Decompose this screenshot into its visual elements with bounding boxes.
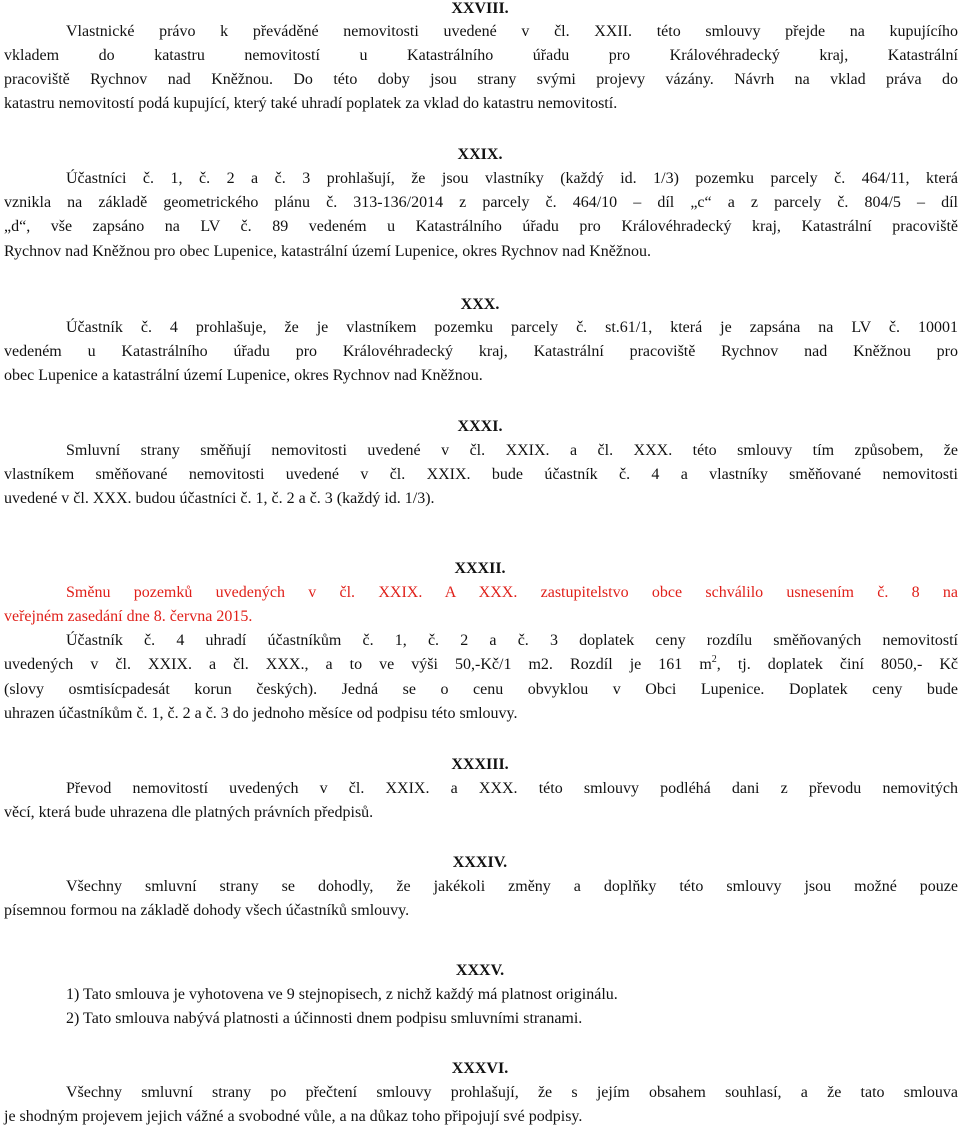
section-heading-xxix: XXIX. <box>457 146 503 163</box>
section-heading-xxxii: XXXII. <box>454 560 506 577</box>
paragraph-line: je shodným projevem jejich vážné a svobodné vůle, a na důkaz toho připojují své podpisy. <box>4 1108 583 1125</box>
section-heading-xxviii: XXVIII. <box>451 0 509 17</box>
paragraph-line: pracoviště Rychnov nad Kněžnou. Do této doby jsou strany svými projevy vázány. Návrh na vklad práva do <box>4 71 958 88</box>
paragraph-line: Převod nemovitostí uvedených v čl. XXIX. a XXX. této smlouvy podléhá dani z převodu nemovitých <box>66 780 958 797</box>
paragraph-line: uvedené v čl. XXX. budou účastníci č. 1, č. 2 a č. 3 (každý id. 1/3). <box>4 490 435 507</box>
paragraph-line: věcí, která bude uhrazena dle platných právních předpisů. <box>4 804 374 821</box>
paragraph-line: vkladem do katastru nemovitostí u Katastrálního úřadu pro Královéhradecký kraj, Katastrální <box>4 47 958 64</box>
paragraph-line: Smluvní strany směňují nemovitosti uvedené v čl. XXIX. a čl. XXX. této smlouvy tím způsobem, že <box>66 442 958 459</box>
paragraph-line: Účastník č. 4 uhradí účastníkům č. 1, č. 2 a č. 3 doplatek ceny rozdílu směňovaných nemovitostí <box>66 632 958 649</box>
section-heading-xxx: XXX. <box>460 296 500 313</box>
paragraph-line: katastru nemovitostí podá kupující, který také uhradí poplatek za vklad do katastru nemovitostí. <box>4 95 618 112</box>
paragraph-line: Všechny smluvní strany po přečtení smlouvy prohlašují, že s jejím obsahem souhlasí, a že tato smlouva <box>66 1084 958 1101</box>
paragraph-line: uhrazen účastníkům č. 1, č. 2 a č. 3 do jednoho měsíce od podpisu této smlouvy. <box>4 705 518 722</box>
section-heading-xxxiv: XXXIV. <box>452 854 508 871</box>
superscript: 2 <box>711 653 717 665</box>
list-item: 1) Tato smlouva je vyhotovena ve 9 stejnopisech, z nichž každý má platnost originálu. <box>66 986 618 1003</box>
paragraph-line: „d“, vše zapsáno na LV č. 89 vedeném u Katastrálního úřadu pro Královéhradecký kraj, Katastrální pracoviště <box>4 218 958 235</box>
section-heading-xxxiii: XXXIII. <box>451 756 509 773</box>
paragraph-line: Účastníci č. 1, č. 2 a č. 3 prohlašují, že jsou vlastníky (každý id. 1/3) pozemku parcely č. 464/11, která <box>66 170 958 187</box>
resolution-line: Směnu pozemků uvedených v čl. XXIX. A XXX. zastupitelstvo obce schválilo usnesením č. 8 na <box>66 584 958 601</box>
paragraph-line: vedeném u Katastrálního úřadu pro Královéhradecký kraj, Katastrální pracoviště Rychnov nad Kněžnou pro <box>4 343 958 360</box>
paragraph-line: Všechny smluvní strany se dohodly, že jakékoli změny a doplňky této smlouvy jsou možné pouze <box>66 878 958 895</box>
paragraph-line: Účastník č. 4 prohlašuje, že je vlastníkem pozemku parcely č. st.61/1, která je zapsána na LV č. 10001 <box>66 319 958 336</box>
resolution-line: veřejném zasedání dne 8. června 2015. <box>4 608 253 625</box>
paragraph-line-with-superscript <box>4 655 958 675</box>
section-heading-xxxv: XXXV. <box>455 962 505 979</box>
paragraph-line: Rychnov nad Kněžnou pro obec Lupenice, katastrální území Lupenice, okres Rychnov nad Kněžnou. <box>4 243 651 260</box>
list-item: 2) Tato smlouva nabývá platnosti a účinnosti dnem podpisu smluvními stranami. <box>66 1010 583 1027</box>
paragraph-line: obec Lupenice a katastrální území Lupenice, okres Rychnov nad Kněžnou. <box>4 367 483 384</box>
paragraph-line: Vlastnické právo k převáděné nemovitosti uvedené v čl. XXII. této smlouvy přejde na kupujícího <box>66 23 958 40</box>
paragraph-line: vlastníkem směňované nemovitosti uvedené v čl. XXIX. bude účastník č. 4 a vlastníky směňované nemovitosti <box>4 466 958 483</box>
paragraph-line: písemnou formou na základě dohody všech účastníků smlouvy. <box>4 902 410 919</box>
paragraph-text: , tj. doplatek činí 8050,- Kč <box>716 656 958 673</box>
paragraph-line: (slovy osmtisícpadesát korun českých). Jedná se o cenu obvyklou v Obci Lupenice. Doplatek ceny bude <box>4 681 958 698</box>
paragraph-text: uvedených v čl. XXIX. a čl. XXX., a to ve výši 50,-Kč/1 m2. Rozdíl je 161 m <box>4 656 712 673</box>
section-heading-xxxvi: XXXVI. <box>451 1060 509 1077</box>
section-heading-xxxi: XXXI. <box>457 418 503 435</box>
paragraph-line: vznikla na základě geometrického plánu č. 313-136/2014 z parcely č. 464/10 – díl „c“ a z parcely č. 804/5 – díl <box>4 194 958 211</box>
